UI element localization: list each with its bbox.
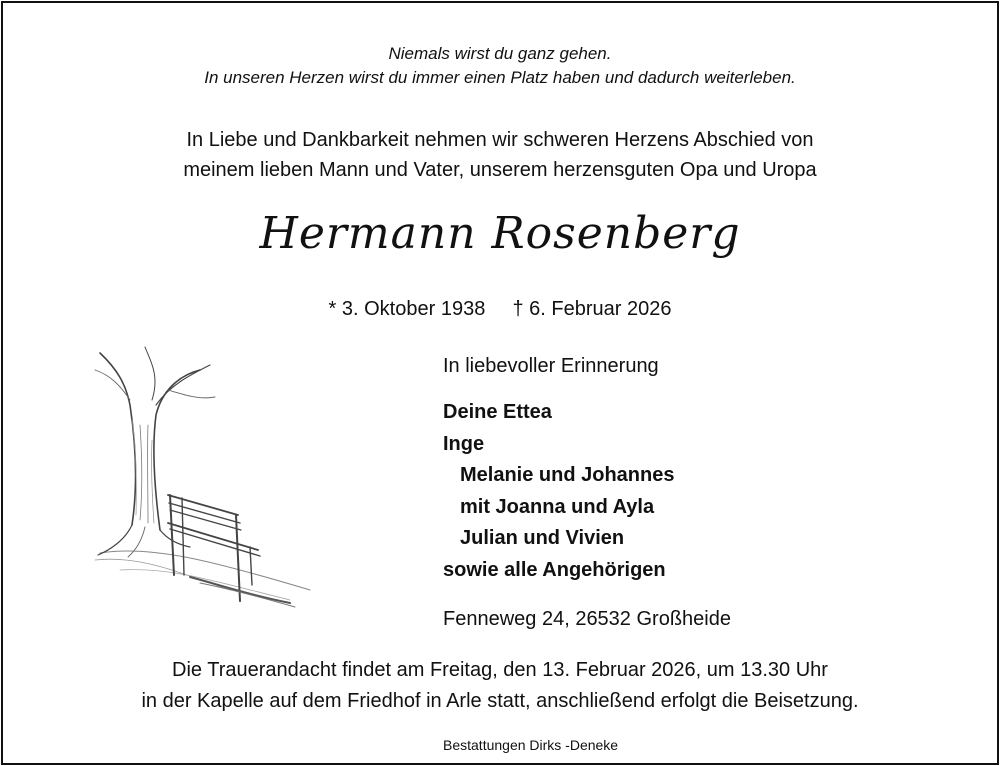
intro-line-1: In Liebe und Dankbarkeit nehmen wir schweren Herzens Abschied von	[186, 129, 814, 151]
life-dates	[0, 298, 1000, 321]
family-member: mit Joanna und Ayla	[460, 495, 655, 518]
motto-line-2: In unseren Herzen wirst du immer einen Platz haben und dadurch weiterleben.	[204, 68, 796, 87]
deceased-name: Hermann Rosenberg	[259, 208, 741, 259]
death-date: † 6. Februar 2026	[512, 298, 672, 320]
undertaker: Bestattungen Dirks -Deneke	[443, 737, 619, 753]
tree-and-bench-illustration	[90, 345, 320, 610]
family-member: sowie alle Angehörigen	[443, 558, 666, 581]
birth-date: * 3. Oktober 1938	[328, 298, 486, 320]
memory-line: In liebevoller Erinnerung	[443, 355, 659, 377]
family-member: Julian und Vivien	[460, 527, 625, 549]
family-list	[443, 397, 674, 586]
address: Fenneweg 24, 26532 Großheide	[443, 608, 731, 630]
motto-line-1: Niemals wirst du ganz gehen.	[388, 44, 612, 63]
funeral-info	[0, 655, 1000, 717]
intro-line-2: meinem lieben Mann und Vater, unserem herzensguten Opa und Uropa	[183, 159, 817, 181]
funeral-line-1: Die Trauerandacht findet am Freitag, den 13. Februar 2026, um 13.30 Uhr	[172, 659, 828, 681]
family-member: Deine Ettea	[443, 401, 552, 423]
family-member: Inge	[443, 432, 485, 455]
family-member: Melanie und Johannes	[460, 464, 675, 486]
motto	[0, 42, 1000, 90]
funeral-line-2: in der Kapelle auf dem Friedhof in Arle statt, anschließend erfolgt die Beisetzung.	[141, 690, 859, 712]
intro-text	[0, 125, 1000, 185]
